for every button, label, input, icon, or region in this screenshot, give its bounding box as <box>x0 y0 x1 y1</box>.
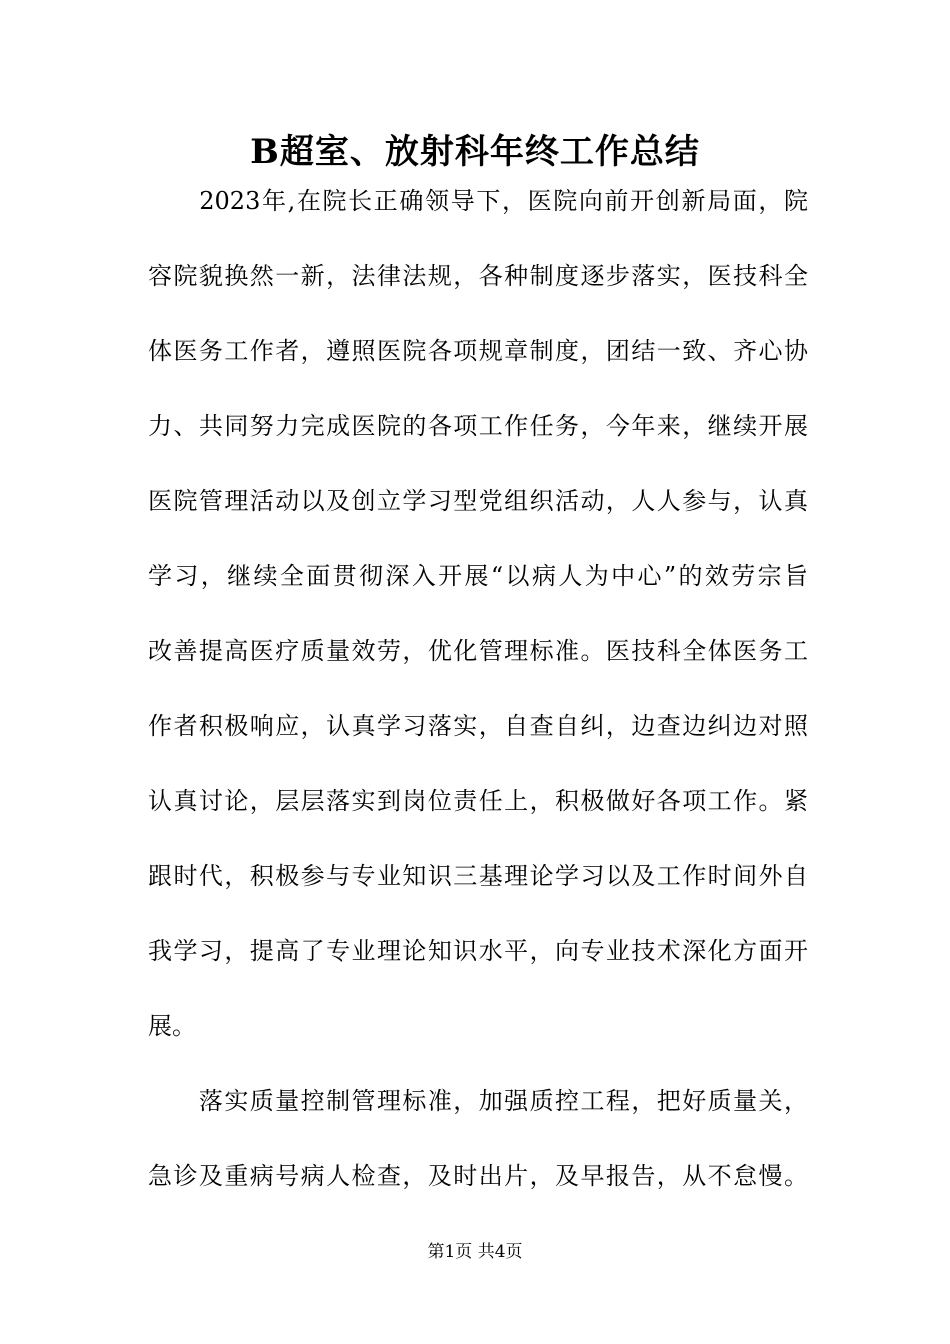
text-line: 体医务工作者，遵照医院各项规章制度，团结一致、齐心协 <box>148 337 808 365</box>
paragraph-2 <box>148 1083 808 1196</box>
page-footer: 第1页 共4页 <box>427 1242 523 1262</box>
text-line: 改善提高医疗质量效劳，优化管理标准。医技科全体医务工 <box>148 637 808 665</box>
text-line: 跟时代，积极参与专业知识三基理论学习以及工作时间外自 <box>148 862 808 890</box>
text-line: 2023年,在院长正确领导下，医院向前开创新局面，院 <box>148 187 808 215</box>
text-line: 展。 <box>148 1012 196 1040</box>
document-title: B超室、放射科年终工作总结 <box>250 132 700 172</box>
document-body <box>148 183 808 1196</box>
text-line: 急诊及重病号病人检查，及时出片，及早报告，从不怠慢。 <box>148 1162 808 1190</box>
text-line: 容院貌换然一新，法律法规，各种制度逐步落实，医技科全 <box>148 262 808 290</box>
text-line: 落实质量控制管理标准，加强质控工程，把好质量关， <box>148 1087 808 1115</box>
text-line: 力、共同努力完成医院的各项工作任务，今年来，继续开展 <box>148 412 808 440</box>
text-line: 学习，继续全面贯彻深入开展“以病人为中心”的效劳宗旨 <box>148 562 808 590</box>
text-line: 作者积极响应，认真学习落实，自查自纠，边查边纠边对照 <box>148 712 808 740</box>
paragraph-1 <box>148 183 808 1046</box>
text-line: 我学习，提高了专业理论知识水平，向专业技术深化方面开 <box>148 937 808 965</box>
text-line: 医院管理活动以及创立学习型党组织活动，人人参与，认真 <box>148 487 808 515</box>
text-line: 认真讨论，层层落实到岗位责任上，积极做好各项工作。紧 <box>148 787 808 815</box>
